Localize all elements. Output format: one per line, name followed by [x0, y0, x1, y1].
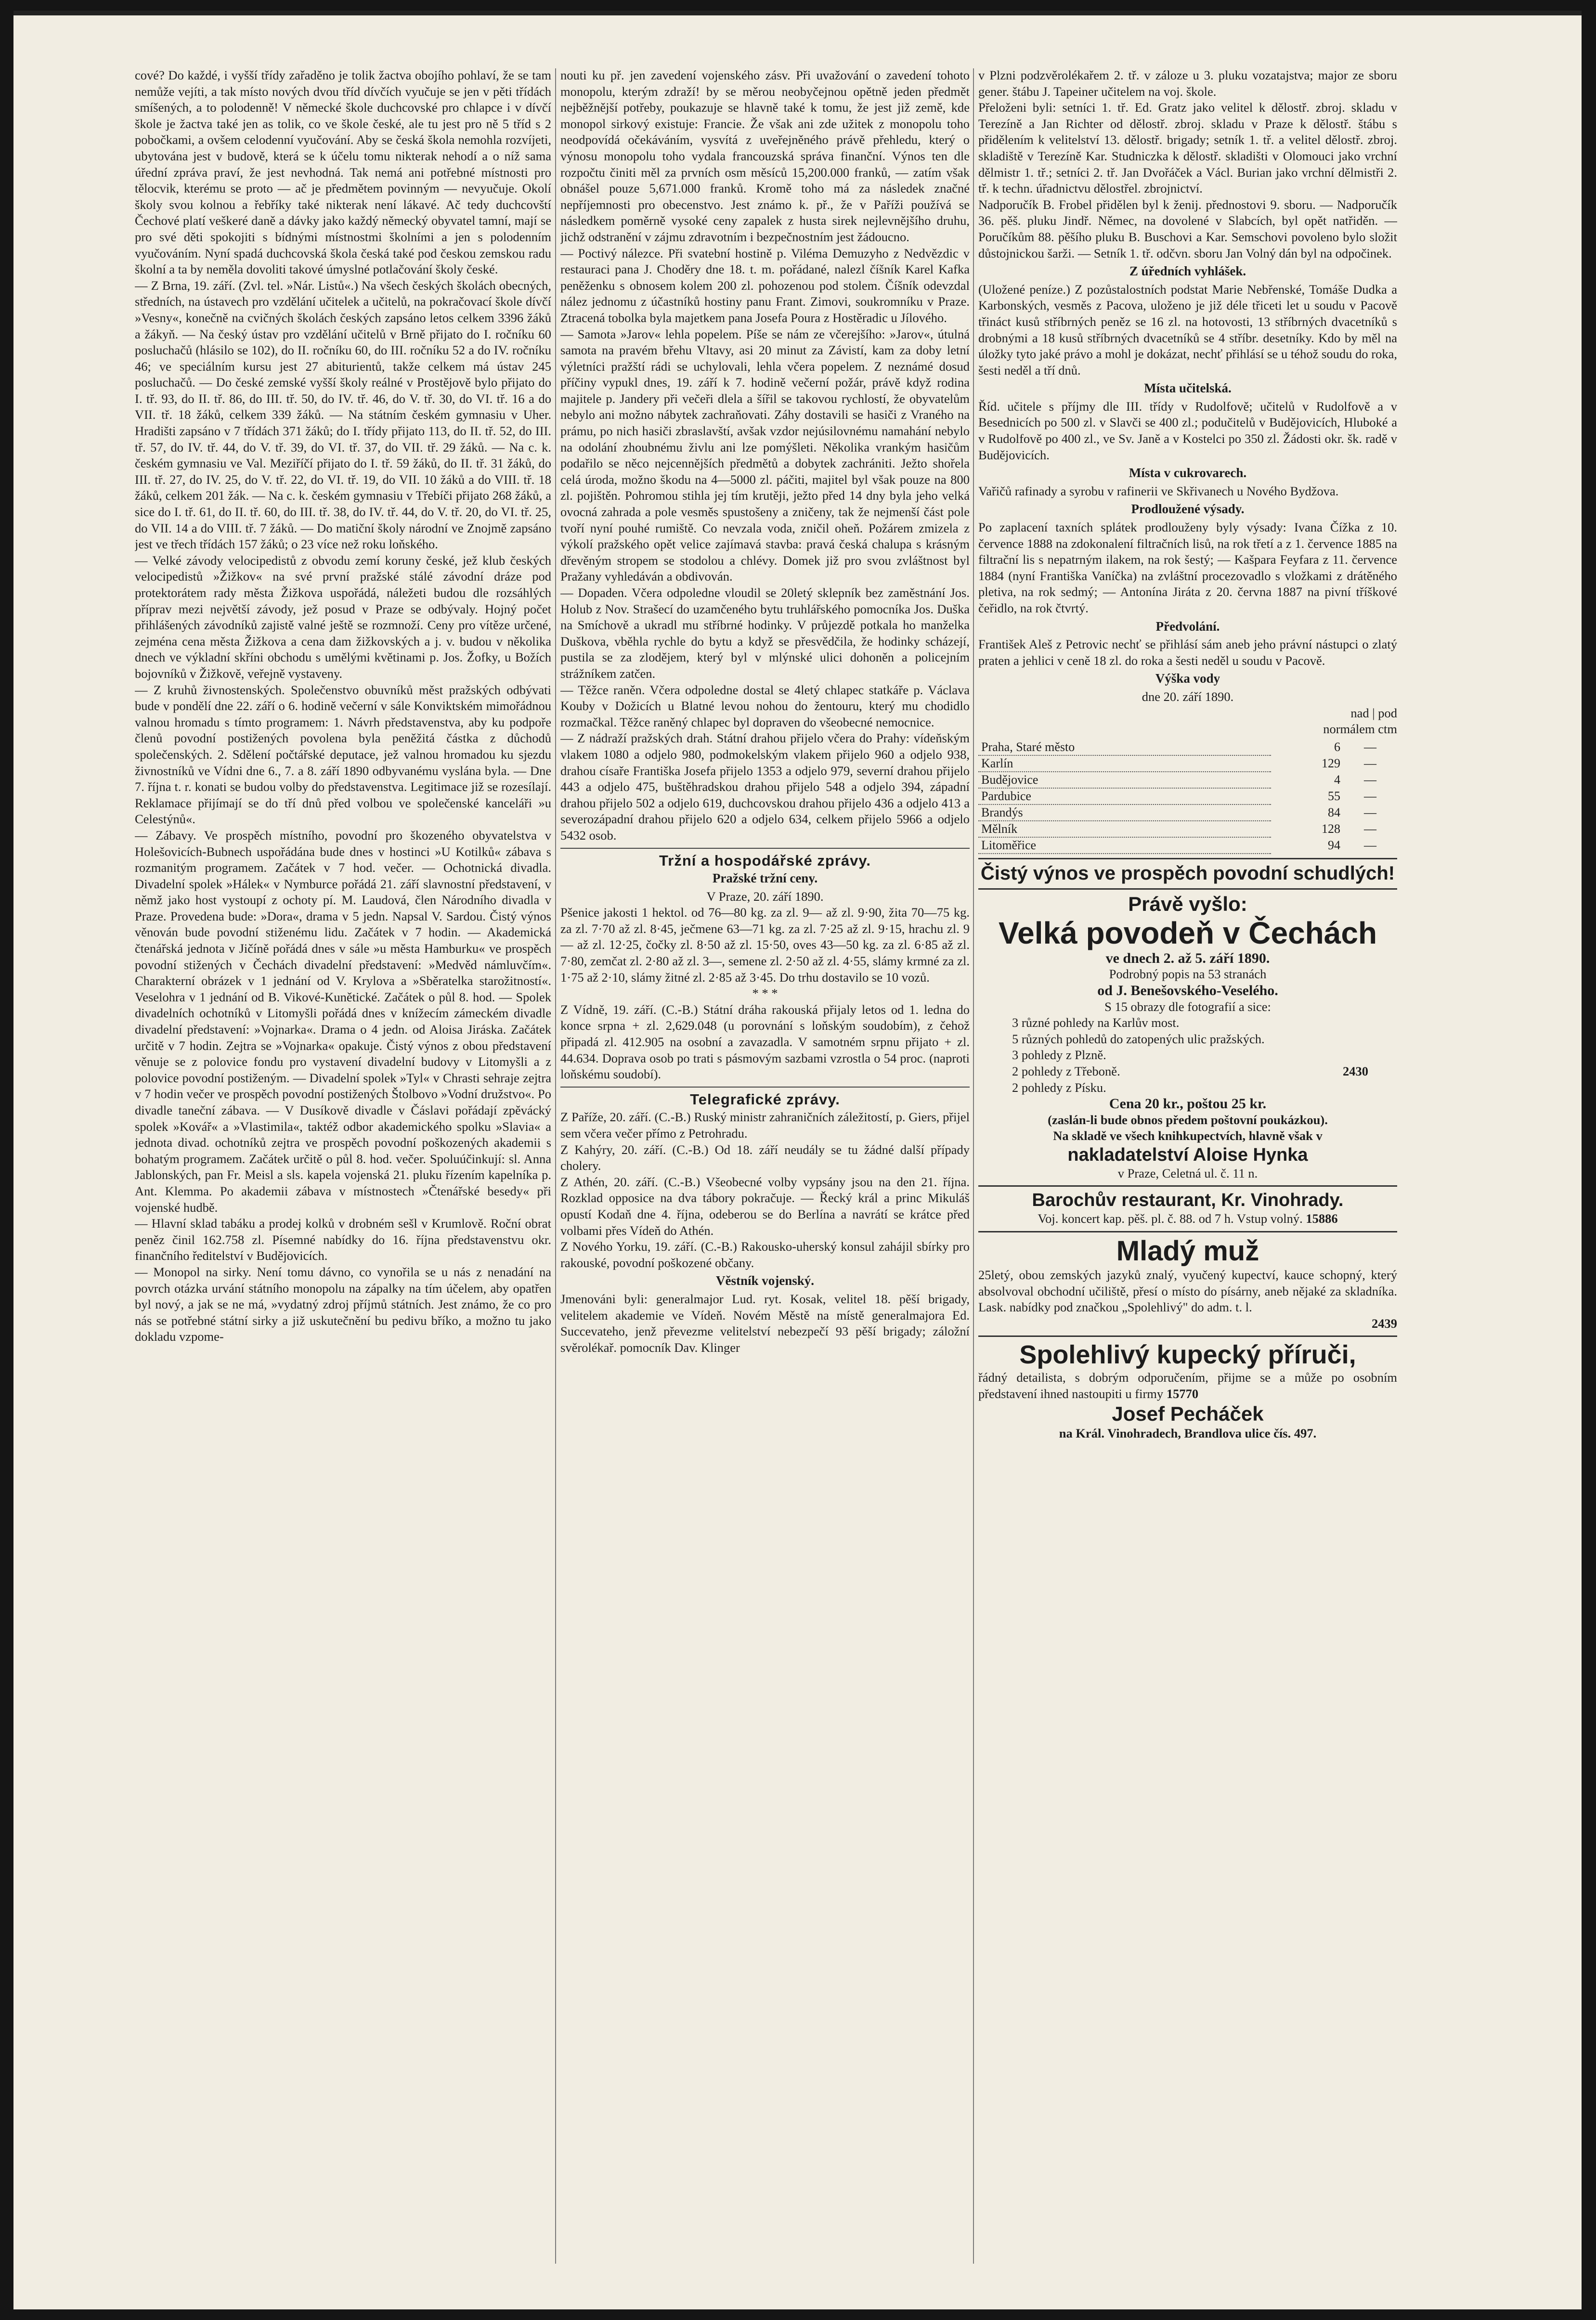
- water-place: Praha, Staré město: [978, 739, 1271, 755]
- article-velocipede-races: — Velké závody velocipedistů z obvodu zemí koruny české, jež klub českých velocipedistů »Žižkov« na své první pražské stálé závodní dráze pod protektorátem rady města Žižkova uspořádá, náležeti budou dle rozsáhlých příprav mezi největší závody, jež posud v Praze se odbývaly. Hojný počet přihlášených závodníků zajistě valné ještě se rozmnoží. Ceny pro vítěze určené, zejména cena města Žižkova a cena dam žižkovských a j. v. budou v několika dnech ve výkladní skříni obchodu s umělými květinami p. Jos. Žofky, u Božích bojovníků v Žižkově, veřejně vystaveny.: [135, 553, 551, 681]
- section-heading-sugar: Místa v cukrovarech.: [1129, 466, 1247, 480]
- ad-number: 15770: [1166, 1387, 1199, 1401]
- patent-extensions: Po zaplacení taxních splátek prodlouženy byly výsady: Ivana Čížka z 10. července 1888 na zdokonalení filtračních lisů, na rok třetí a z 1. července 1885 na filtrační lis s nepatrným ilakem, na rok šestý; — Kašpara Feyfara z 11. července 1884 (nyní Františka Vaníčka) na zvláštní procezovadlo s vložkami z drátěného pletiva, na rok sedmý; — Antonína Jiráta z 20. června 1887 na pivní tříškové čeřidlo, na rok čtvrtý.: [978, 520, 1397, 615]
- article-injured-boy: — Těžce raněn. Včera odpoledne dostal se 4letý chlapec statkáře p. Václava Kouby v Dožicích u Blatné levou nohou do žentouru, který mu chodidlo rozmačkal. Těžce raněný chlapec byl dopraven do všeobecné nemocnice.: [560, 682, 970, 729]
- list-item: 3 pohledy z Plzně.: [1012, 1048, 1106, 1063]
- water-level-header-2: normálem ctm: [1323, 722, 1397, 737]
- water-level-row: [978, 755, 1397, 772]
- column-1: [135, 67, 551, 2263]
- water-above: 55: [1328, 789, 1340, 803]
- section-heading-summons: Předvolání.: [1155, 619, 1220, 634]
- ad-flood-price-note: (zaslán-li bude obnos předem poštovní poukázkou).: [1048, 1112, 1328, 1127]
- divider: [560, 848, 970, 849]
- subheading-prague-prices: Pražské tržní ceny.: [712, 871, 818, 886]
- prices-dateline: V Praze, 20. září 1890.: [706, 889, 824, 904]
- article-caught-thief: — Dopaden. Včera odpoledne vloudil se 20letý sklepník bez zaměstnání Jos. Holub z Nov. Strašecí do uzamčeného bytu truhlářského pomocníka Jos. Duška na Smíchově a ukradl mu stříbrné hodinky. V průjezdě potkala ho manželka Duškova, vběhla rychle do bytu a když se přesvědčila, že hodinky scházejí, pustila se za zlodějem, který byl v mlýnské ulici dohoněn a policejním strážníkem zatčen.: [560, 585, 970, 681]
- ad-young-man: [978, 1231, 1397, 1332]
- water-place: Karlín: [978, 755, 1271, 772]
- ad-flood-dates: ve dnech 2. až 5. září 1890.: [1105, 950, 1270, 966]
- water-below: —: [1364, 772, 1376, 787]
- ad-number: 15886: [1306, 1211, 1338, 1226]
- section-heading-trade: Tržní a hospodářské zprávy.: [659, 852, 871, 869]
- water-level-row: [978, 788, 1397, 804]
- water-place: Brandýs: [978, 804, 1271, 821]
- ad-flood-book: [978, 888, 1397, 1182]
- water-level-header-1: nad | pod: [1350, 705, 1397, 720]
- column-3: [978, 67, 1397, 2263]
- ad-young-man-text: 25letý, obou zemských jazyků znalý, vyučený kupectví, kauce schopný, který absolvoval obchodní učiliště, přesí o místo do písárny, aneb nějaké za skladníka. Lask. nabídky pod značkou „Spolehlivý" do adm. t. l.: [978, 1268, 1397, 1315]
- divider: [560, 1087, 970, 1088]
- section-heading-patents: Prodloužené výsady.: [1131, 502, 1245, 517]
- water-level-row: [978, 821, 1397, 837]
- ad-number: 2430: [1343, 1063, 1368, 1078]
- water-level-row: [978, 837, 1397, 854]
- official-deposit-notice: (Uložené peníze.) Z pozůstalostních podstat Marie Nebřenské, Tomáše Dudka a Karbonských, vesměs z Pacova, uloženo je již déle třiceti let u soudu v Pacově třináct kusů stříbrných peněz se 16 zl. na hotovosti, 13 stříbrných dvacetníků s drobnými a 18 kusů stříbrných dvacetníků se 4 stříbr. desetníky. Kdo by měl na úložky tyto jaké právo a mohl je dokázat, nechť přihlásí se u téhož soudu do roka, šesti neděl a tří dnů.: [978, 282, 1397, 377]
- list-item: 5 různých pohledů do zatopených ulic pražských.: [1012, 1031, 1265, 1046]
- ad-flood-images: S 15 obrazy dle fotografií a sice:: [1104, 999, 1271, 1014]
- military-cont: v Plzni podzvěrolékařem 2. tř. v záloze u 3. pluku vozatajstva; major ze sboru gener. štábu J. Tapeiner učitelem na voj. škole.: [978, 68, 1397, 99]
- ad-clerk-text: řádný detailista, s dobrým odporučením, přijme se a může po osobním představení ihned nastoupiti u firmy 15770: [978, 1370, 1397, 1401]
- section-heading-official: Z úředních vyhlášek.: [1129, 264, 1246, 279]
- water-below: —: [1364, 838, 1376, 852]
- water-above: 129: [1322, 756, 1340, 770]
- water-below: —: [1364, 805, 1376, 819]
- article-match-monopoly: — Monopol na sirky. Není tomu dávno, co vynořila se u nás z nenadání na povrch otázka urvání státního monopolu na zápalky na tím účelem, aby opatřen byl nový, a jak se ne má, »vydatný zdroj příjmů státních. Jest známo, že co pro nás se potřebné státní sirky a již uskutečnění bu pedivu bříko, a možno tu jako dokladu vzpome-: [135, 1264, 551, 1344]
- column-rule: [555, 68, 556, 2264]
- ad-flood-title: Velká povodeň v Čechách: [998, 915, 1377, 950]
- water-place: Budějovice: [978, 772, 1271, 788]
- telegram-athens: Z Athén, 20. září. (C.-B.) Všeobecné volby vypsány jsou na den 21. října. Rozklad opposice na dva tábory pokračuje. — Řecký král a princ Mikuláš opustí Kodaň dne 4. října, odeberou se do Berlína a navrátí se krátce před volbami přes Vídeň do Athén.: [560, 1174, 970, 1238]
- ad-net-proceeds-text: Čistý výnos ve prospěch povodní schudlých!: [980, 862, 1395, 884]
- water-above: 84: [1328, 805, 1340, 819]
- water-below: —: [1364, 789, 1376, 803]
- ad-number: 2439: [1372, 1316, 1397, 1331]
- water-below: —: [1364, 740, 1376, 754]
- telegram-new-york: Z Nového Yorku, 19. září. (C.-B.) Rakousko-uherský konsul zahájil sbírky pro rakouské, povodní poškozené občany.: [560, 1239, 970, 1270]
- ad-new-release: Právě vyšlo:: [1128, 892, 1247, 915]
- article-honest-finder: — Poctivý nálezce. Při svatební hostině p. Viléma Demuzyho z Nedvězdic v restauraci pana J. Choděry dne 18. t. m. pořádané, nalezl číšník Karel Kafka peněženku s obnosem kolem 200 zl. pohozenou pod stolem. Číšník odevzdal nález jednomu z účastníků hostiny panu Frant. Zimovi, soukromníku v Praze. Ztracená tobolka byla majetkem pana Josefa Poura z Hostěradic u Jílového.: [560, 246, 970, 325]
- water-level-row: [978, 804, 1397, 821]
- military-transfers: Přeloženi byli: setníci 1. tř. Ed. Gratz jako velitel k dělostř. zbroj. skladu v Terezíně a Jan Richter od dělostř. zbroj. skladu v Praze k dělostř. štábu s přidělením k velitelství 13. dělostř. brigady; setník 1. tř. a velitel dělostř. zbroj. skladiště v Terezíně Kar. Studniczka k dělostř. skladišti v Olomouci jako vrchní dělmistr 1. tř.; setníci 2. tř. Jan Dvořáček a Václ. Burian jako vrchní dělmistři 2. tř. k techn. úřadnictvu dělostřel. zbrojnictví.: [978, 100, 1397, 196]
- water-level-row: [978, 739, 1397, 755]
- ad-restaurant-concert: Voj. koncert kap. pěš. pl. č. 88. od 7 h. Vstup volný. 15886: [1038, 1211, 1338, 1226]
- water-below: —: [1364, 756, 1376, 770]
- military-appointments: Jmenováni byli: generalmajor Lud. ryt. Kosak, velitel 18. pěší brigady, velitelem akademie ve Vídeň. Novém Městě na místě generalmajora Ed. Succevateho, jenž převezme velitelství nebezpečí 93 pěší brigady; záložní svěrolékař. pomocník Dav. Klinger: [560, 1291, 970, 1355]
- water-place: Litoměřice: [978, 837, 1271, 854]
- column-rule: [973, 68, 974, 2264]
- list-item: 2 pohledy z Třeboně. 2430: [1012, 1063, 1397, 1080]
- divider-asterisks: * * *: [752, 986, 778, 1001]
- ad-restaurant-title: Barochův restaurant, Kr. Vinohrady.: [1032, 1190, 1344, 1211]
- ad-flood-author: od J. Benešovského-Veselého.: [1097, 982, 1278, 998]
- summons-notice: František Aleš z Petrovic nechť se přihlásí sám aneb jeho právní nástupci o zlatý praten a jehlici v ceně 18 zl. do roka a šesti neděl u soudu v Pacově.: [978, 637, 1397, 668]
- military-assignments: Nadporučík B. Frobel přidělen byl k ženij. přednostovi 9. sboru. — Nadporučík 36. pěš. pluku Jindř. Němec, na dovolené v Slabcích, byl opět natřiděn. — Poručíkům 88. pěšího pluku B. Buschovi a Kar. Semschovi povoleno bylo složit důstojnickou šarži. — Setník 1. tř. odčvn. sboru Jan Volný dán byl na odpočinek.: [978, 197, 1397, 260]
- list-item: 3 různé pohledy na Karlův most.: [1012, 1015, 1180, 1030]
- section-heading-teaching: Místa učitelská.: [1144, 381, 1232, 396]
- ad-clerk-address: na Král. Vinohradech, Brandlova ulice čís. 497.: [1059, 1426, 1317, 1440]
- article-entertainments: — Zábavy. Ve prospěch místního, povodní pro škozeného obyvatelstva v Holešovicích-Bubnech uspořádána bude dnes v hostinci »U Kotilků« zábava s rozmanitým programem. Začátek v 7 hod. večer. — Ochotnická divadla. Divadelní spolek »Hálek« v Nymburce pořádá 21. září slavnostní představení, v němž jako host vystoupí z ochoty pí. M. Laudová, člen Národního divadla v Praze. Provedena bude: »Dora«, drama v 5 jedn. Napsal V. Sardou. Čistý výnos věnován bude povodní stiženému lidu. Začátek v 7 hodin. — Akademická čtenářská jednota v Jičíně pořádá dnes v sále »u města Hamburku« ve prospěch povodní stižených v Čechách divadelní představení: »Medvěd námluvčím«. Charakterní obrázek v 1 jednání od V. Krylova a »Sběratelka starožitností«. Veselohra v 1 jednání od B. Vikové-Kunětické. Začátek o půl 8. hod. — Spolek divadelních ochotníků v Litomyšli pořádá dnes v knížecím zámeckém divadle divadelní představení: »Vojnarka«. Drama o 4 jedn. od Aloisa Jiráska. Začátek určitě v 7 hodin. Zejtra se »Vojnarka« opakuje. Čistý výnos z obou představení věnuje se z polovice fondu pro vystavení divadelní budovy v Litomyšli a z polovice povodní postiženým. — Divadelní spolek »Tyl« v Chrasti sehraje zejtra v 7 hodin večer ve prospěch povodní postižených Štolbovo »Vodní družstvo«. Po divadle taneční zábava. — V Dusíkově divadle v Čáslavi pořádají zpěvácký spolek »Kovář« a »Vlastimila«, taktéž odbor akademického spolku »Slavia« a jednota divad. ochotníků zejtra ve prospěch povodní poškozených akademii s bohatým programem. Začátek určitě o půl 8. hod. večer. Spoluúčinkují: sl. Anna Jablonských, pan Fr. Meisl a sls. kapela vojenská 21. pluku řízením kapelníka p. Ant. Klemma. Po akademii zábava v místnostech »Čtenářské besedy« při vojenské hudbě.: [135, 828, 551, 1215]
- sugar-positions: Vařičů rafinady a syrobu v rafinerii ve Skřivanech u Nového Bydžova.: [978, 483, 1339, 498]
- water-place: Pardubice: [978, 788, 1271, 804]
- prices-report: Pšenice jakosti 1 hektol. od 76—80 kg. za zl. 9— až zl. 9·90, žita 70—75 kg. za zl. 7·70 až zl. 8·45, ječmene 63—71 kg. za zl. 7·25 až zl. 9·15, hrachu zl. 9— až zl. 12·25, čočky zl. 8·50 až zl. 15·50, oves 43—50 kg. za zl. 6·85 až zl. 7·80, zemčat zl. 2·80 až zl. 3—, semene zl. 2·50 až zl. 4·55, slámy krmné za zl. 1·75 až 2·10, slámy žitné zl. 2·85 až 3·45. Do trhu dostavilo se 10 vozů.: [560, 905, 970, 985]
- water-above: 4: [1334, 772, 1340, 787]
- water-place: Mělník: [978, 821, 1271, 837]
- water-level-row: [978, 772, 1397, 788]
- ad-flood-store: Na skladě ve všech knihkupectvích, hlavně však v: [1053, 1128, 1323, 1143]
- newspaper-page: [13, 11, 1582, 2309]
- water-level-table: [978, 739, 1397, 854]
- ad-flood-list: [978, 1015, 1397, 1096]
- article-monopoly-cont: nouti ku př. jen zavedení vojenského zásv. Při uvažování o zavedení tohoto monopolu, kterým zdraží! by se měrou neobyčejnou opětně jeden předmět nejběžnější potřeby, poukazuje se hlavně také k tomu, že jest již země, kde monopol sirkový existuje: Francie. Že však ani zde užitek z monopolu toho neodpovídá očekáváním, vysvítá z uveřejněného právě přehledu, který o výnosu monopolu toho vydala francouzská správa finanční. Výnos ten dle rozpočtu činiti měl za prvních osm měsíců 15,200.000 franků, — zatím však obnášel pouze 5,671.000 franků. Kromě toho má za následek značné nepříjemnosti pro obecenstvo. Jest známo k. př., že v Paříži používá se následkem poměrně vysoké ceny zapalek z husta sirek nejlevnějšího druhu, jichž odstranění v zájmu zdravotním i bezpečnostním jest žádoucno.: [560, 68, 970, 244]
- article-brno-schools: — Z Brna, 19. září. (Zvl. tel. »Nár. Listů«.) Na všech českých školách obecných, středních, na ústavech pro vzdělání učitelek a učitelů, na pokračovací škole dívčí »Vesny«, konečně na cvičných školách českých zapsáno letos celkem 3396 žáků a žákyň. — Na český ústav pro vzdělání učitelů v Brně přijato do I. ročníku 60 posluchačů (hlásilo se 102), do II. ročníku 60, do III. ročníku 52 a do IV. ročníku 46; ve speciálním kursu jest 27 abiturientů, takže celkem má ústav 245 posluchačů. — Do české zemské vyšší školy reálné v Prostějově bylo přijato do I. tř. 93, do II. tř. 86, do III. tř. 50, do IV. tř. 46, do V. tř. 30, do VI. tř. 16 a do VII. tř. 18 žáků, celkem 339 žáků. — Na státním českém gymnasiu v Uher. Hradišti zapsáno v 7 třídách 371 žáků; do I. třídy přijato 113, do II. tř. 52, do III. tř. 57, do IV. tř. 44, do V. tř. 39, do VI. tř. 37, do VII. tř. 29 žáků. — Na c. k. českém gymnasiu ve Val. Meziříčí přijato do I. tř. 59 žáků, do II. tř. 31 žáků, do III. tř. 27, do IV. 25, do V. tř. 22, do VI. tř. 19, do VII. 10 žáků a do VIII. tř. 18 žáků, celkem 201 žák. — Na c. k. českém gymnasiu v Třebíči přijato 268 žáků, a sice do I. tř. 61, do II. tř. 60, do III. tř. 38, do IV. tř. 44, do V. tř. 20, do VI. tř. 25, do VII. 14 a do VIII. tř. 7 žáků. — Do matiční školy národní ve Znojmě zapsáno jest ve třech třídách 157 žáků; o 23 více než roku loňského.: [135, 278, 551, 552]
- water-below: —: [1364, 821, 1376, 836]
- water-level-title: Výška vody: [1155, 671, 1220, 686]
- ad-flood-desc: Podrobný popis na 53 stranách: [1109, 967, 1267, 982]
- ad-clerk: [978, 1335, 1397, 1441]
- vienna-railway-report: Z Vídně, 19. září. (C.-B.) Státní dráha rakouská přijaly letos od 1. ledna do konce srpna + zl. 2,629.048 (u porovnání s loňským soudobím), z čehož připadá zl. 412.905 na osobní a zavazadla. V samotném srpnu přijato + zl. 44.634. Doprava osob po trati s pásmovým sazbami vzrostla o 54 proc. (naproti loňskému soudobí).: [560, 1002, 970, 1082]
- article-duchcov-school: cové? Do každé, i vyšší třídy zařaděno je tolik žactva obojího pohlaví, že se tam nemůže vejíti, a tak místo nových dvou tříd dívčích vyučuje se jen v pěti třídách smíšených, a to polodenně! V německé škole duchcovské pro chlapce i v dívčí škole je žactva také jen as tolik, co ve škole české, ale tu jest pro ně 5 tříd s 2 pobočkami, a ovšem celodenní vyučování. Aby se česká škola nemohla rozvíjeti, ubytována jest v budově, která se k účelu tomu nikterak nehodí a o níž sama úřední zpráva praví, že jest nevhodná. Tak nemá ani potřebné místnosti pro tělocvik, kterému se proto — ač je předmětem povinným — nevyučuje. Okolí školy svou kolnou a řebříky také nikterak není lákavé. Ač tedy duchcovští Čechové platí veškeré daně a dávky jako každý německý obyvatel tamní, mají se pro své děti spokojiti s bídnými místnostmi školními a jen s polodenním vyučováním. Nyní spadá duchcovská škola česká také pod českou zemskou radu školní a ta by neměla dovoliti takové úmyslné potlačování školy české.: [135, 68, 551, 277]
- telegram-paris: Z Paříže, 20. září. (C.-B.) Ruský ministr zahraničních záležitostí, p. Giers, přijel sem včera večer přímo z Petrohradu.: [560, 1110, 970, 1141]
- water-above: 94: [1328, 838, 1340, 852]
- telegram-cairo: Z Kahýry, 20. září. (C.-B.) Od 18. září neudály se tu žádné další případy cholery.: [560, 1142, 970, 1173]
- article-tobacco-store: — Hlavní sklad tabáku a prodej kolků v drobném sešl v Krumlově. Roční obrat peněz činil 162.758 zl. Písemné nabídky do 16. října představenstvu okr. finančního ředitelství v Budějovicích.: [135, 1216, 551, 1263]
- ad-publisher-address: v Praze, Celetná ul. č. 11 n.: [1117, 1166, 1258, 1180]
- column-2: [560, 67, 970, 2263]
- ad-young-man-title: Mladý muž: [1116, 1235, 1259, 1267]
- ad-publisher: nakladatelství Aloise Hynka: [1067, 1144, 1308, 1165]
- ad-net-proceeds: [978, 858, 1397, 884]
- article-railway-stations: — Z nádraží pražských drah. Státní drahou přijelo včera do Prahy: vídeňským vlakem 1080 a odjelo 980, podmokelským vlakem přijelo 960 a odjelo 938, drahou císaře Františka Josefa přijelo 1353 a odjelo 979, severní drahou přijelo 443 a odjelo 475, buštěhradskou drahou přijelo 548 a odjelo 394, západní drahou přijelo 502 a odjelo 619, duchcovskou drahou přijelo 436 a odjelo 413 a severozápadní drahou přijelo 620 a odjelo 634, celkem přijelo 5966 a odjelo 5432 osob.: [560, 731, 970, 842]
- ad-restaurant: [978, 1185, 1397, 1227]
- water-above: 6: [1334, 740, 1340, 754]
- ad-flood-price: Cena 20 kr., poštou 25 kr.: [1109, 1096, 1267, 1112]
- water-above: 128: [1322, 821, 1340, 836]
- subheading-military: Věstník vojenský.: [715, 1273, 815, 1288]
- water-level-date: dne 20. září 1890.: [1142, 689, 1234, 704]
- article-jarov-fire: — Samota »Jarov« lehla popelem. Píše se nám ze včerejšího: »Jarov«, útulná samota na pravém břehu Vltavy, asi 20 minut za Závistí, kam za doby letní výletníci pražští rádi se uchylovali, lehla včera popelem. Z neznámé dosud příčiny vypukl dnes, 19. září k 7. hodině večerní požár, právě když rodina majitele p. Jandery při večeři dlela a šířil se takovou rychlostí, že obyvatelům nebylo ani možno nábytek zachraňovati. Záhy dostavili se hasiči z Vraného na prámu, po nich hasiči zbraslavští, avšak vzdor nejúsilovnému namahání nebylo na odolání zhoubnému živlu ani lze pomýšleti. Několika vrankým hasičům podařilo se něco nejcennějších předmětů a dobytek zachrániti. Ježto shořela celá úroda, možno škodu na 4—5000 zl. páčiti, majitel byl však pouze na 800 zl. pojištěn. Pohromou stihla jej tím krutěji, ježto před 14 dny byla jeho velká ovocná zahrada a pole vesměs spustošeny a zničeny, tak že nejmenší část pole tvoří nyní pouhé rumiště. Co nevzala voda, zničil oheň. Požárem zmizela z výkolí pražského opět velice zajímavá stavba: pravá česká chalupa s krásným dřevěným stropem se stodolou a chlévy. Domek již pro svou zvláštnost byl Pražany vyhledáván a obdivován.: [560, 326, 970, 584]
- teaching-positions: Říd. učitele s příjmy dle III. třídy v Rudolfově; učitelů v Rudolfově a v Besednicích po 500 zl. v Slavči se 400 zl.; podučitelů v Budějovicích, Hluboké a v Rudolfově po 400 zl., ve Sv. Janě a v Kostelci po 350 zl. Žádosti okr. šk. radě v Budějovicích.: [978, 399, 1397, 462]
- section-heading-telegraph: Telegrafické zprávy.: [690, 1090, 840, 1108]
- ad-clerk-title: Spolehlivý kupecký příruči,: [1019, 1340, 1356, 1370]
- list-item: 2 pohledy z Písku.: [1012, 1080, 1106, 1095]
- ad-clerk-firm: Josef Pecháček: [1112, 1402, 1264, 1425]
- article-trade-circles: — Z kruhů živnostenských. Společenstvo obuvníků měst pražských odbývati bude v pondělí dne 22. září o 6. hodině večerní v sále Konviktském mimořádnou valnou hromadu s tímto programem: 1. Návrh představenstva, aby ku podpoře členů povodní postižených povolena byla peněžitá částka z důchodů společenských. 2. Sdělení počtářské deputace, jež valnou hromadou ku sjezdu živnostníků ve Vídni dne 6., 7. a 8. září 1890 odbyvanému vyslána byla. — Dne 7. října t. r. konati se budou volby do představenstva. Legitimace již se rozesílají. Reklamace přijímají se do tří dnů před volbou ve společenské kanceláři »u Celestýnů«.: [135, 682, 551, 827]
